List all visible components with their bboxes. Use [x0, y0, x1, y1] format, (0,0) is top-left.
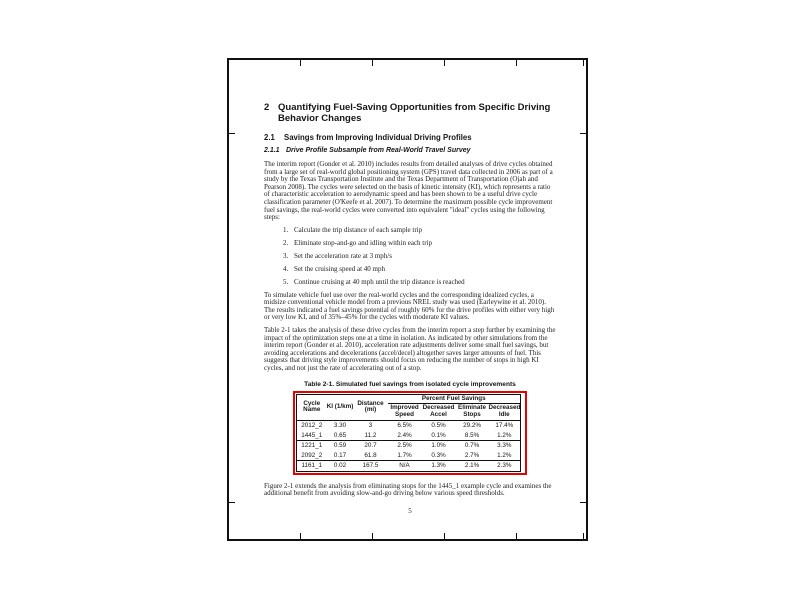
- section-number: 2: [264, 102, 270, 113]
- table-cell: 1.2%: [489, 431, 521, 441]
- step-item: 2. Eliminate stop-and-go and idling within each trip: [290, 240, 556, 248]
- table-cell: 0.59: [333, 442, 347, 450]
- table-cell: N/A: [399, 462, 410, 470]
- step-item: 3. Set the acceleration rate at 3 mph/s: [290, 253, 556, 261]
- table-cell: 1221_1: [301, 442, 323, 450]
- subsubsection-heading: [264, 147, 556, 155]
- section-title-line1: Quantifying Fuel-Saving Opportunities from Specific Driving: [278, 102, 551, 113]
- header-distance: Distance (mi): [354, 394, 388, 420]
- table-cell: 17.4%: [495, 422, 514, 430]
- table-cell: 2092_2: [297, 451, 327, 461]
- header-percent-fuel-savings: Percent Fuel Savings: [388, 394, 521, 404]
- page-number: 5: [408, 506, 412, 515]
- table-cell: 1.3%: [431, 462, 446, 470]
- table-cell: 2.7%: [456, 451, 489, 461]
- crop-mark: [229, 133, 235, 134]
- table-cell: 2.4%: [388, 431, 422, 441]
- table-cell: 3.30: [333, 422, 347, 430]
- header-decreased-idle: Decreased Idle: [489, 404, 521, 421]
- table-cell: 1.7%: [388, 451, 422, 461]
- table-row: [297, 461, 521, 472]
- table-cell: 0.02: [333, 462, 347, 470]
- header-decreased-accel: Decreased Accel: [422, 404, 456, 421]
- step-item: 1. Calculate the trip distance of each sample trip: [290, 227, 556, 235]
- table-cell: 0.7%: [464, 442, 480, 450]
- crop-mark: [372, 533, 373, 539]
- section-title-line2: Behavior Changes: [278, 113, 362, 124]
- crop-mark: [372, 60, 373, 66]
- crop-mark: [300, 60, 301, 66]
- crop-mark: [583, 533, 584, 539]
- table-cell: 2012_2: [301, 422, 323, 430]
- table-row: [297, 421, 521, 431]
- fuel-savings-table: [296, 394, 521, 472]
- table-cell: 2.1%: [464, 462, 480, 470]
- subsection-heading: [264, 133, 556, 142]
- table-cell: 0.1%: [422, 431, 456, 441]
- table-cell: 0.65: [327, 431, 354, 441]
- table-cell: 6.5%: [397, 422, 412, 430]
- crop-mark: [229, 502, 235, 503]
- table-cell: 61.8: [354, 451, 388, 461]
- table-cell: 29.2%: [463, 422, 481, 430]
- table-cell: 2.5%: [397, 442, 412, 450]
- table-cell: 11.2: [354, 431, 388, 441]
- paragraph-simulation: To simulate vehicle fuel use over the real-world cycles and the corresponding idealized cycles, a midsize conventional vehicle model from a previous NREL study was used (Earleywine et al. 2010). The results indicated a fuel savings potential of roughly 60% for the drive profiles with either very high or very low KI, and of 35%–45% for the cycles with moderate KI values.: [264, 290, 555, 322]
- table-cell: 2.3%: [497, 462, 512, 470]
- header-ki: KI (1/km): [327, 394, 354, 420]
- table-cell: 1445_1: [297, 431, 327, 441]
- crop-mark: [444, 60, 445, 66]
- crop-mark: [516, 60, 517, 66]
- section-title: [278, 102, 550, 124]
- subsection-number: 2.1: [264, 133, 275, 142]
- crop-mark: [580, 502, 586, 503]
- table-cell: 3.3%: [497, 442, 512, 450]
- section-heading: [264, 102, 556, 124]
- step-item: 5. Continue cruising at 40 mph until the trip distance is reached: [290, 279, 556, 287]
- table-header-row: [297, 394, 521, 404]
- header-cycle-name: Cycle Name: [297, 394, 327, 420]
- table-row: [297, 451, 521, 461]
- table-cell: 0.5%: [431, 422, 446, 430]
- table-cell: 20.7: [364, 442, 377, 450]
- table-caption: Table 2-1. Simulated fuel savings from isolated cycle improvements: [304, 380, 516, 388]
- table-cell: 0.17: [327, 451, 354, 461]
- table-cell: 167.5: [362, 462, 379, 470]
- crop-mark: [300, 533, 301, 539]
- idealized-cycle-steps: [264, 227, 556, 287]
- table-row: [297, 441, 521, 451]
- paragraph-intro: The interim report (Gonder et al. 2010) includes results from detailed analyses of drive cycles obtained from a large set of real-world global positioning system (GPS) travel data collected in 2006 as part of a study by the Texas Transportation Institute and the Texas Department of Transportation (Ojah and Pearson 2008). The cycles were selected on the basis of kinetic intensity (KI), which represents a ratio of characteristic acceleration to aerodynamic speed and has been shown to be a useful drive cycle classification parameter (O'Keefe et al. 2007). To determine the maximum possible cycle improvement fuel savings, the real-world cycles were converted into equivalent "ideal" cycles using the following steps:: [264, 160, 553, 222]
- paragraph-figure-note: Figure 2-1 extends the analysis from eliminating stops for the 1445_1 example cycle and examines the additional benefit from avoiding slow-and-go driving below various speed thresholds.: [264, 481, 552, 498]
- page-content: [264, 102, 556, 515]
- table-highlight-box: [293, 391, 527, 475]
- table-cell: 1.0%: [431, 442, 446, 450]
- fuel-table-head: [297, 394, 521, 420]
- document-page: [227, 58, 588, 541]
- step-item: 4. Set the cruising speed at 40 mph: [290, 266, 556, 274]
- header-improved-speed: Improved Speed: [388, 404, 422, 421]
- table-cell: 3: [368, 422, 373, 430]
- crop-mark: [580, 133, 586, 134]
- paragraph-table-discussion: Table 2-1 takes the analysis of these drive cycles from the interim report a step further by examining the impact of the optimization steps one at a time in isolation. As indicated by other simulations from the interim report (Gonder et al. 2010), acceleration rate adjustments deliver some small fuel savings, but avoiding accelerations and decelerations (accel/decel) altogether saves larger amounts of fuel. This suggests that driving style improvements should focus on reducing the number of stops in high KI cycles, and not just the rate of accelerating out of a stop.: [264, 326, 556, 373]
- fuel-table-body: [297, 421, 521, 472]
- table-row: [297, 431, 521, 441]
- subsubsection-number: 2.1.1: [264, 147, 280, 154]
- table-cell: 0.3%: [422, 451, 456, 461]
- crop-mark: [583, 60, 584, 66]
- table-cell: 1161_1: [301, 462, 323, 470]
- subsubsection-title: Drive Profile Subsample from Real-World Travel Survey: [286, 147, 471, 154]
- crop-mark: [516, 533, 517, 539]
- table-cell: 1.2%: [489, 451, 521, 461]
- table-cell: 8.5%: [456, 431, 489, 441]
- crop-mark: [444, 533, 445, 539]
- subsection-title: Savings from Improving Individual Driving Profiles: [284, 133, 472, 142]
- header-eliminate-stops: Eliminate Stops: [456, 404, 489, 421]
